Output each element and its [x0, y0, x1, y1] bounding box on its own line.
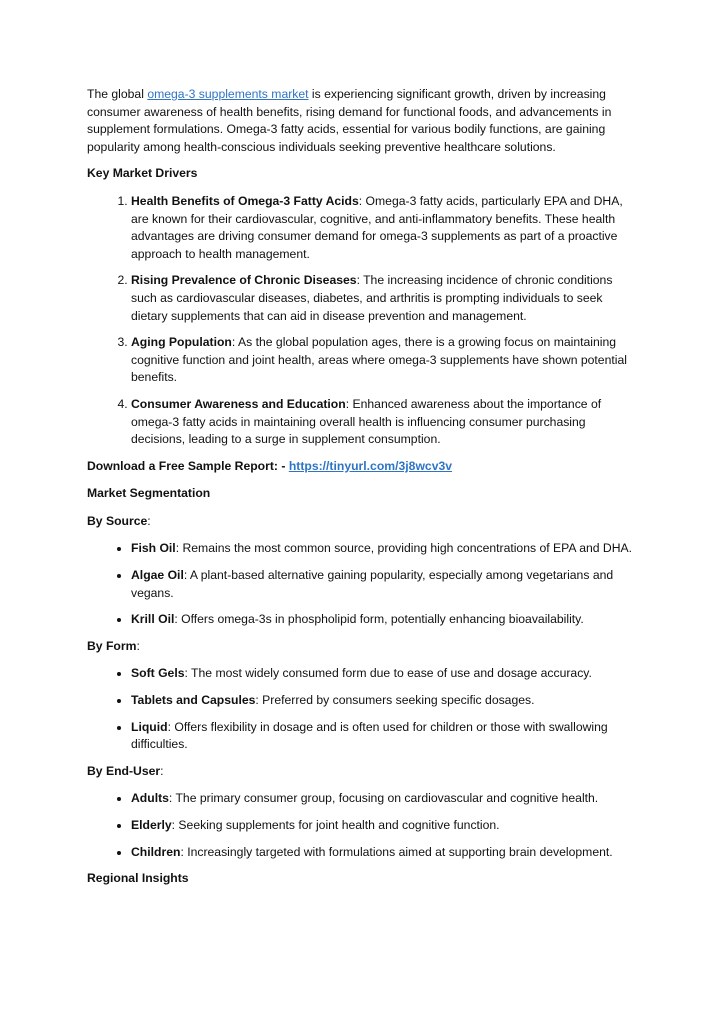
item-term: Adults: [131, 791, 169, 806]
omega3-market-link[interactable]: omega-3 supplements market: [147, 87, 309, 101]
list-item: [131, 334, 634, 387]
item-term: Fish Oil: [131, 541, 176, 556]
item-text: : The primary consumer group, focusing on cardiovascular and cognitive health.: [168, 791, 599, 806]
item-text: : Omega-3 fatty acids, particularly EPA and DHA, are known for their cardiovascular, cognitive, and anti-inflammatory benefits. These health advantages are driving consumer demand for omega-3 supplements as part of a proactive approach to health management.: [131, 193, 623, 261]
item-text: : Offers flexibility in dosage and is often used for children or those with swallowing difficulties.: [131, 719, 608, 752]
intro-prefix: The global: [87, 87, 148, 101]
sample-report-link[interactable]: https://tinyurl.com/3j8wcv3v: [288, 458, 453, 473]
list-item: [131, 719, 634, 754]
list-item: [131, 540, 634, 558]
item-term: Health Benefits of Omega-3 Fatty Acids: [131, 193, 359, 208]
list-item: [131, 272, 634, 325]
item-term: Soft Gels: [131, 666, 185, 681]
list-item: [131, 790, 634, 808]
list-item: [131, 193, 634, 263]
sample-report-label: Download a Free Sample Report: -: [87, 458, 289, 473]
item-term: Liquid: [131, 719, 168, 734]
by-form-heading: By Form:: [87, 638, 140, 653]
by-source-list: [87, 540, 634, 628]
item-term: Children: [131, 844, 181, 859]
item-text: : Enhanced awareness about the importance of omega-3 fatty acids in maintaining overall health is influencing consumer purchasing decisions, leading to a surge in supplement consumption.: [131, 396, 602, 447]
list-item: [131, 817, 634, 835]
item-term: Algae Oil: [131, 568, 184, 583]
item-text: : Remains the most common source, providing high concentrations of EPA and DHA.: [175, 541, 633, 556]
key-drivers-heading: Key Market Drivers: [87, 166, 198, 181]
item-text: : As the global population ages, there is a growing focus on maintaining cognitive function and joint health, areas where omega-3 supplements have shown potential benefits.: [131, 335, 627, 385]
list-item: [131, 396, 634, 449]
by-form-label: By Form: [87, 638, 137, 653]
item-term: Krill Oil: [131, 612, 175, 627]
item-text: : A plant-based alternative gaining popularity, especially among vegetarians and vegans.: [131, 568, 614, 600]
by-end-user-label: By End-User: [87, 763, 161, 778]
by-form-list: [87, 665, 634, 753]
list-item: [131, 567, 634, 602]
intro-paragraph: [87, 86, 634, 156]
item-term: Rising Prevalence of Chronic Diseases: [131, 273, 357, 288]
item-text: : Offers omega-3s in phospholipid form, potentially enhancing bioavailability.: [174, 612, 584, 627]
item-text: : The increasing incidence of chronic conditions such as cardiovascular diseases, diabetes, and arthritis is prompting individuals to seek dietary supplements that can aid in disease prevention and management.: [131, 273, 613, 323]
item-term: Elderly: [131, 818, 172, 832]
list-item: [131, 692, 634, 710]
by-end-user-heading: By End-User:: [87, 763, 164, 778]
item-term: Consumer Awareness and Education: [131, 396, 346, 411]
item-text: : Seeking supplements for joint health and cognitive function.: [171, 818, 500, 832]
list-item: [131, 665, 634, 683]
list-item: [131, 611, 634, 629]
by-end-user-list: [87, 790, 634, 861]
item-text: : The most widely consumed form due to ease of use and dosage accuracy.: [184, 666, 592, 681]
item-text: : Preferred by consumers seeking specific dosages.: [255, 693, 535, 708]
intro-suffix: is experiencing significant growth, driven by increasing consumer awareness of health benefits, rising demand for functional foods, and advancements in supplement formulations. Omega-3 fatty acids, essential for various bodily functions, are gaining popularity among health-conscious individuals seeking preventive healthcare solutions.: [87, 87, 612, 154]
market-segmentation-heading: Market Segmentation: [87, 486, 211, 501]
key-drivers-list: [87, 193, 634, 449]
by-source-heading: By Source:: [87, 513, 151, 528]
regional-insights-heading: Regional Insights: [87, 871, 189, 886]
item-text: : Increasingly targeted with formulations aimed at supporting brain development.: [180, 844, 613, 859]
sample-report-line: [87, 458, 634, 476]
item-term: Aging Population: [131, 335, 232, 350]
by-source-label: By Source: [87, 513, 148, 528]
list-item: [131, 844, 634, 862]
item-term: Tablets and Capsules: [131, 693, 256, 708]
